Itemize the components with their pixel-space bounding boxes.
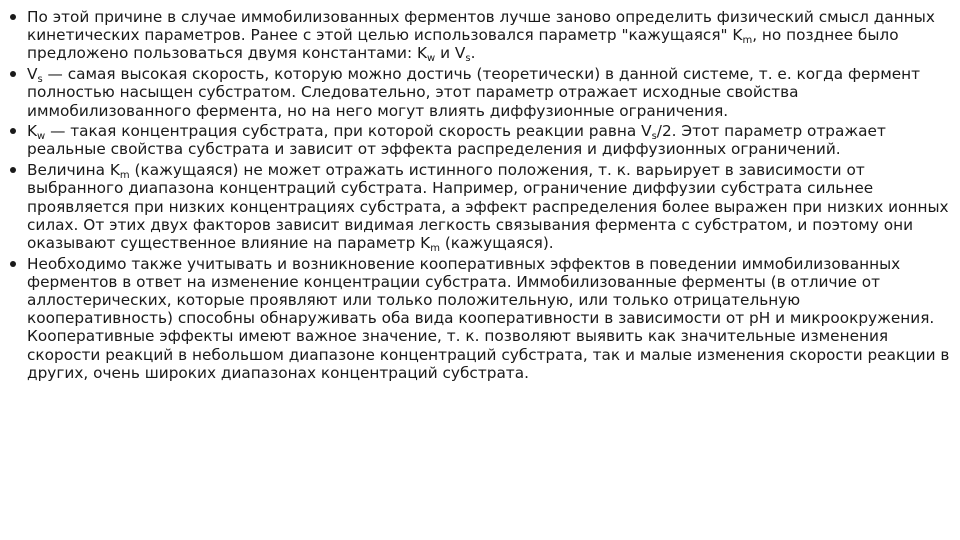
subscript: w	[37, 131, 46, 143]
subscript: s	[651, 131, 657, 143]
bullet-text: .	[470, 44, 476, 63]
bullet-text: , но позднее было предложено пользоваться двумя константами: K	[27, 26, 899, 63]
bullet-dot-icon	[10, 128, 16, 134]
bullet-dot-icon	[10, 71, 16, 77]
bullet-text: V	[27, 65, 38, 84]
bullet-dot-icon	[10, 261, 16, 267]
bullet-text: (кажущаяся).	[439, 233, 554, 252]
bullet-text: и V	[435, 44, 466, 63]
bullet-text: — такая концентрация субстрата, при которой скорость реакции равна V	[45, 122, 652, 141]
bullet-text: (кажущаяся) не может отражать истинного положения, т. к. варьирует в зависимости от выбранного диапазона концентраций субстрата. Например, ограничение диффузии субстрата сильнее проявляется при низких концентрациях субстрата, а эффект распределения более выражен при низких ионных силах. От этих двух факторов зависит видимая легкость связывания фермента с субстратом, и поэтому они оказывают существенное влияние на параметр K	[27, 161, 949, 252]
subscript: m	[742, 35, 753, 47]
bullet-dot-icon	[10, 167, 16, 173]
subscript: m	[430, 242, 440, 254]
bullet-item	[10, 122, 950, 158]
bullet-text: Необходимо также учитывать и возникновение кооперативных эффектов в поведении иммобилизованных ферментов в ответ на изменение концентрации субстрата. Иммобилизованные ферменты (в отличие от аллостерических, которые проявляют или только положительную, или только отрицательную кооперативность) способны обнаруживать оба вида кооперативности в зависимости от pH и микроокружения. Кооперативные эффекты имеют важное значение, т. к. позволяют выявить как значительные изменения скорости реакций в небольшом диапазоне концентраций субстрата, так и малые изменения скорости реакции в других, очень широких диапазонах концентраций субстрата.	[27, 254, 950, 382]
bullet-text: /2. Этот параметр отражает реальные свойства субстрата и зависит от эффекта распределения и диффузионных ограничений.	[27, 122, 886, 159]
subscript: s	[37, 74, 43, 86]
bullet-text: K	[27, 122, 38, 141]
bullet-text: По этой причине в случае иммобилизованных ферментов лучше заново определить физический смысл данных кинетических параметров. Ранее с этой целью использовался параметр "кажущаяся" K	[27, 8, 935, 45]
bullet-list	[10, 8, 950, 385]
bullet-dot-icon	[10, 14, 16, 20]
bullet-item	[10, 255, 950, 382]
subscript: s	[465, 53, 471, 65]
subscript: w	[427, 53, 436, 65]
bullet-item	[10, 161, 950, 252]
bullet-item	[10, 65, 950, 120]
bullet-item	[10, 8, 950, 63]
bullet-text: — самая высокая скорость, которую можно достичь (теоретически) в данной системе, т. е. когда фермент полностью насыщен субстратом. Следовательно, этот параметр отражает исходные свойства иммобилизованного фермента, но на него могут влиять диффузионные ограничения.	[27, 65, 921, 120]
subscript: m	[119, 170, 130, 182]
bullet-text: Величина K	[27, 161, 120, 180]
